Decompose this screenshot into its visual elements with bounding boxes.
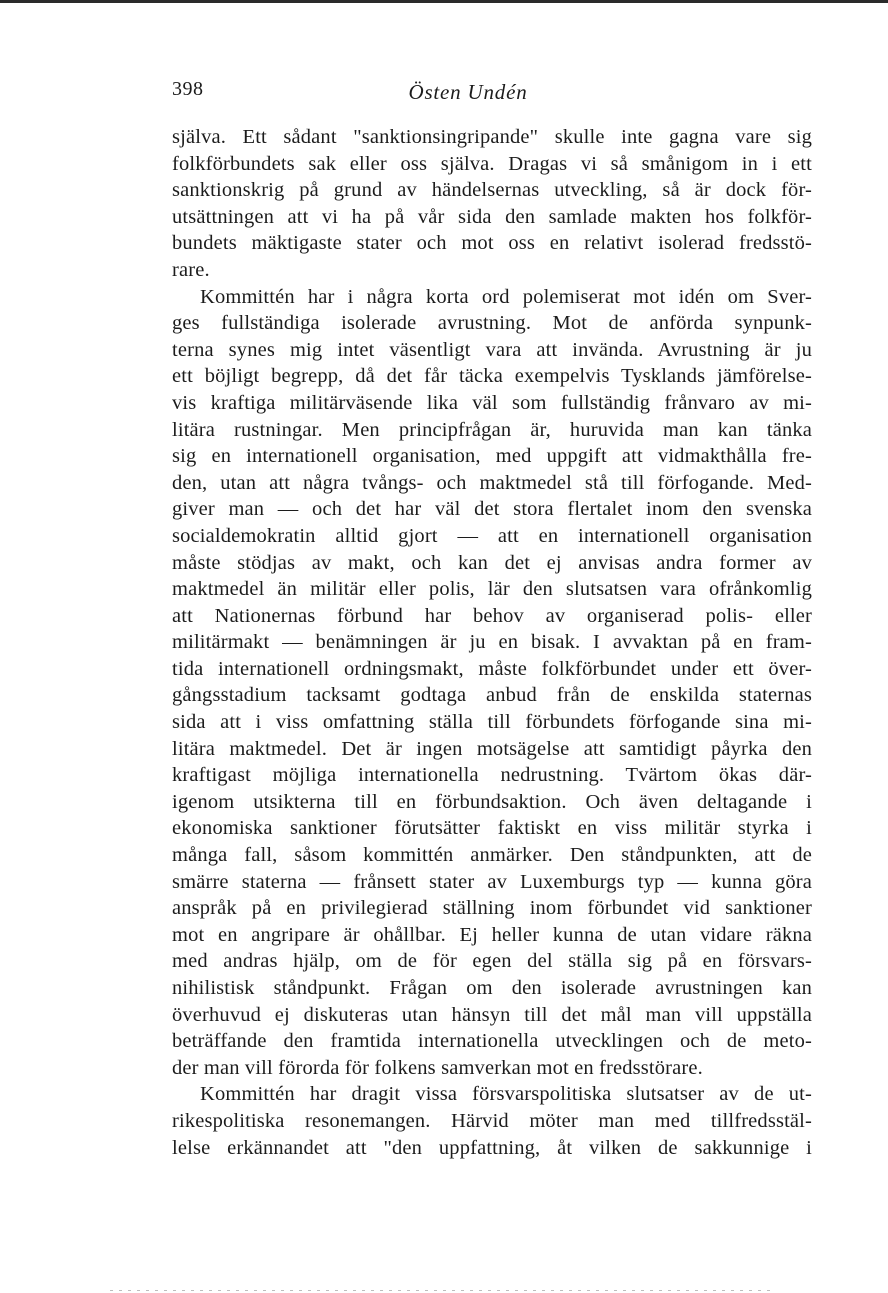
running-head: Östen Undén (408, 80, 528, 104)
text-line: militärmakt — benämningen är ju en bisak. I avvaktan på en fram- (172, 631, 812, 654)
text-line: många fall, såsom kommittén anmärker. Den ståndpunkten, att de (172, 844, 812, 867)
text-line: socialdemokratin alltid gjort — att en internationell organisation (172, 524, 812, 547)
text-line: med andras hjälp, om de för egen del ställa sig på en försvars- (172, 950, 812, 973)
text-line: sig en internationell organisation, med uppgift att vidmakthålla fre- (172, 445, 812, 468)
text-line: beträffande den framtida internationella utvecklingen och de meto- (172, 1030, 812, 1053)
text-line: gångsstadium tacksamt godtaga anbud från de enskilda staternas (172, 684, 812, 707)
text-line: den, utan att några tvångs- och maktmedel stå till förfogande. Med- (172, 471, 812, 494)
text-line: bundets mäktigaste stater och mot oss en relativt isolerad fredsstö- (172, 232, 812, 255)
text-line: rikespolitiska resonemangen. Härvid möter man med tillfredsstäl- (172, 1109, 812, 1132)
text-line: tida internationell ordningsmakt, måste folkförbundet under ett över- (172, 657, 812, 680)
text-line: giver man — och det har väl det stora flertalet inom den svenska (172, 498, 812, 521)
text-line: rare. (172, 258, 210, 281)
text-line: anspråk på en privilegierad ställning inom förbundet vid sanktioner (172, 897, 812, 920)
text-line: överhuvud ej diskuteras utan hänsyn till det mål man vill uppställa (172, 1003, 812, 1026)
text-line: själva. Ett sådant "sanktionsingripande" skulle inte gagna vare sig (172, 126, 812, 148)
page-number: 398 (172, 78, 204, 100)
paragraph-start-line: Kommittén har dragit vissa försvarspolitiska slutsatser av de ut- (200, 1083, 812, 1106)
text-line: ekonomiska sanktioner förutsätter faktiskt en viss militär styrka i (172, 817, 812, 840)
text-line: litära rustningar. Men principfrågan är, huruvida man kan tänka (172, 418, 812, 441)
scan-noise-bottom (110, 1290, 770, 1291)
text-line: sida att i viss omfattning ställa till förbundets förfogande sina mi- (172, 711, 812, 734)
text-line: smärre staterna — frånsett stater av Luxemburgs typ — kunna göra (172, 870, 812, 893)
text-line: igenom utsikterna till en förbundsaktion. Och även deltagande i (172, 790, 812, 813)
text-line: måste stödjas av makt, och kan det ej anvisas andra former av (172, 551, 812, 574)
text-line: litära maktmedel. Det är ingen motsägelse att samtidigt påyrka den (172, 737, 812, 760)
body-text (172, 124, 812, 1161)
text-line: ges fullständiga isolerade avrustning. Mot de anförda synpunk- (172, 312, 812, 335)
scan-edge (0, 0, 888, 3)
text-line: lelse erkännandet att "den uppfattning, åt vilken de sakkunnige i (172, 1136, 812, 1159)
text-line: vis kraftiga militärväsende lika väl som fullständig frånvaro av mi- (172, 391, 812, 414)
text-line: terna synes mig intet väsentligt vara att invända. Avrustning är ju (172, 338, 812, 361)
text-line: kraftigast möjliga internationella nedrustning. Tvärtom ökas där- (172, 764, 812, 787)
text-line: sanktionskrig på grund av händelsernas utveckling, så är dock för- (172, 179, 812, 202)
text-line: att Nationernas förbund har behov av organiserad polis- eller (172, 604, 812, 627)
text-line: nihilistisk ståndpunkt. Frågan om den isolerade avrustningen kan (172, 977, 812, 999)
text-line: maktmedel än militär eller polis, lär den slutsatsen vara ofrånkomlig (172, 578, 812, 601)
text-line: der man vill förorda för folkens samverkan mot en fredsstörare. (172, 1056, 703, 1079)
paragraph-start-line: Kommittén har i några korta ord polemiserat mot idén om Sver- (200, 285, 812, 308)
text-line: ett böjligt begrepp, då det får täcka exempelvis Tysklands jämförelse- (172, 365, 812, 388)
text-line: mot en angripare är ohållbar. Ej heller kunna de utan vidare räkna (172, 923, 812, 946)
text-line: utsättningen att vi ha på vår sida den samlade makten hos folkför- (172, 205, 812, 228)
text-line: folkförbundets sak eller oss själva. Dragas vi så smånigom in i ett (172, 152, 812, 175)
